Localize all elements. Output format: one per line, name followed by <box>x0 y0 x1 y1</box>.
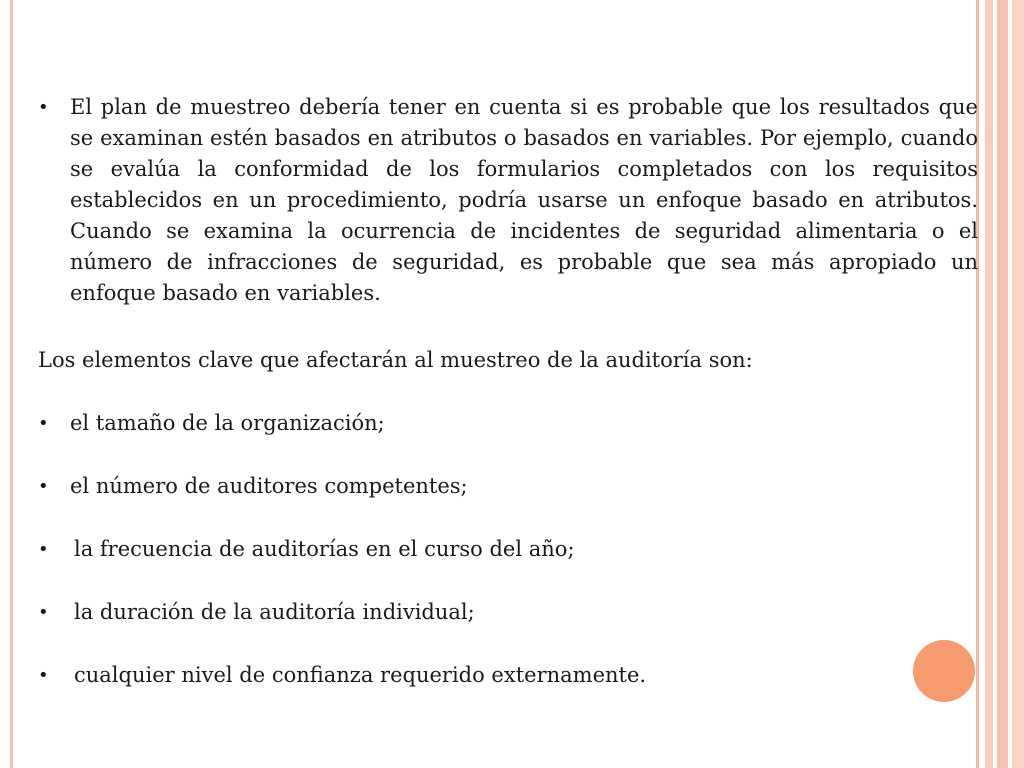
right-stripe <box>985 0 993 768</box>
bullet-icon: • <box>38 665 49 686</box>
bullet-icon: • <box>38 602 49 623</box>
main-paragraph <box>38 92 978 309</box>
list-item-text: el número de auditores competentes; <box>70 474 468 498</box>
bullet-icon: • <box>38 413 49 434</box>
intro-text: Los elementos clave que afectarán al muestreo de la auditoría son: <box>38 348 753 372</box>
list-item <box>38 597 978 628</box>
bullet-icon: • <box>38 539 49 560</box>
slide-content <box>38 92 978 691</box>
right-stripe <box>1012 0 1024 768</box>
list-item-text: cualquier nivel de confianza requerido externamente. <box>74 663 647 687</box>
main-paragraph-text: El plan de muestreo debería tener en cuenta si es probable que los resultados que se examinan estén basados en atributos o basados en variables. Por ejemplo, cuando se evalúa la conformidad de los formularios completados con los requisitos establecidos en un procedimiento, podría usarse un enfoque basado en atributos. Cuando se examina la ocurrencia de incidentes de seguridad alimentaria o el número de infracciones de seguridad, es probable que sea más apropiado un enfoque basado en variables. <box>70 95 978 305</box>
list-item <box>38 534 978 565</box>
list-item <box>38 660 978 691</box>
bullet-icon: • <box>38 97 49 118</box>
list-item-text: la duración de la auditoría individual; <box>74 600 475 624</box>
bullet-icon: • <box>38 476 49 497</box>
right-stripe <box>997 0 1008 768</box>
list-item <box>38 471 978 502</box>
left-border-line <box>10 0 13 768</box>
list-item-text: la frecuencia de auditorías en el curso del año; <box>74 537 575 561</box>
list-item <box>38 408 978 439</box>
list-item-text: el tamaño de la organización; <box>70 411 385 435</box>
